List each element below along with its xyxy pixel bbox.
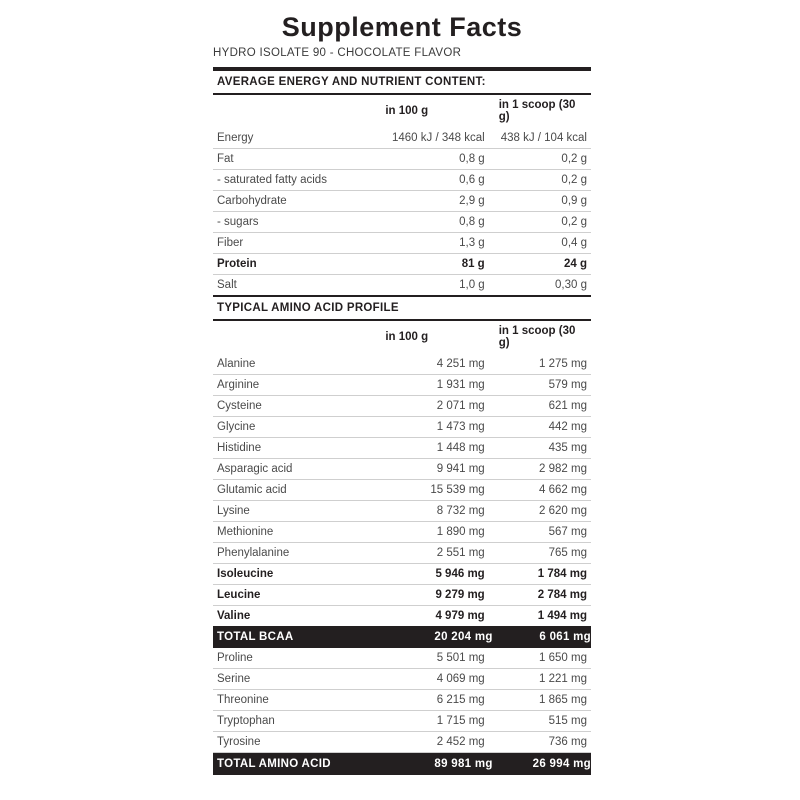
table-row — [213, 543, 591, 564]
row-col2: 4 662 mg — [493, 480, 591, 501]
row-col1: 1 448 mg — [379, 438, 492, 459]
table-row — [213, 648, 591, 669]
row-label: Energy — [213, 128, 379, 149]
row-col1: 2 071 mg — [379, 396, 492, 417]
row-col1: 1 715 mg — [379, 711, 492, 732]
row-label: Histidine — [213, 438, 379, 459]
row-col1: 2,9 g — [379, 191, 492, 212]
row-col2: 0,2 g — [493, 212, 591, 233]
row-col2: 0,4 g — [493, 233, 591, 254]
row-col2: 0,2 g — [493, 149, 591, 170]
table-row — [213, 711, 591, 732]
table-row — [213, 459, 591, 480]
row-label: Glutamic acid — [213, 480, 379, 501]
row-label: Threonine — [213, 690, 379, 711]
row-label: Isoleucine — [213, 564, 379, 585]
table-row — [213, 585, 591, 606]
row-label: Fiber — [213, 233, 379, 254]
amino-section-heading: TYPICAL AMINO ACID PROFILE — [213, 295, 591, 321]
row-col2: 0,30 g — [555, 279, 587, 291]
row-col1: 9 279 mg — [379, 585, 492, 606]
row-label: Lysine — [213, 501, 379, 522]
total-bcaa-label: TOTAL BCAA — [217, 631, 294, 643]
table-row — [213, 438, 591, 459]
energy-header-col2: in 1 scoop (30 g) — [498, 99, 576, 123]
row-col1: 0,6 g — [379, 170, 492, 191]
table-row — [213, 606, 591, 627]
row-col1: 0,8 g — [379, 212, 492, 233]
row-label: Protein — [213, 254, 379, 275]
row-col1: 1 890 mg — [379, 522, 492, 543]
row-col1: 2 551 mg — [379, 543, 492, 564]
table-row — [213, 275, 591, 296]
row-label: - saturated fatty acids — [213, 170, 379, 191]
table-row — [213, 417, 591, 438]
row-col2: 24 g — [493, 254, 591, 275]
energy-table — [213, 95, 591, 295]
row-col1: 1 473 mg — [379, 417, 492, 438]
row-label: Serine — [213, 669, 379, 690]
amino-table — [213, 321, 591, 775]
table-row — [213, 690, 591, 711]
total-amino-col2: 26 994 mg — [532, 758, 591, 770]
row-col2: 515 mg — [493, 711, 591, 732]
row-label: Carbohydrate — [213, 191, 379, 212]
row-label: Arginine — [213, 375, 379, 396]
row-col1: 4 251 mg — [379, 354, 492, 375]
page-title: Supplement Facts — [281, 12, 523, 42]
table-row — [213, 212, 591, 233]
row-label: Tryptophan — [213, 711, 379, 732]
row-col2: 579 mg — [493, 375, 591, 396]
energy-section-heading: AVERAGE ENERGY AND NUTRIENT CONTENT: — [217, 76, 486, 88]
row-col2: 1 784 mg — [493, 564, 591, 585]
product-subtitle: HYDRO ISOLATE 90 - CHOCOLATE FLAVOR — [213, 47, 462, 59]
table-row — [213, 480, 591, 501]
amino-header-col2: in 1 scoop (30 g) — [498, 325, 576, 349]
row-col1: 1 931 mg — [379, 375, 492, 396]
row-col1: 1,0 g — [459, 279, 485, 291]
table-row — [213, 732, 591, 753]
row-col1: 8 732 mg — [379, 501, 492, 522]
row-col2: 567 mg — [493, 522, 591, 543]
supplement-facts-panel — [213, 0, 591, 775]
row-col2: 0,2 g — [493, 170, 591, 191]
row-col1: 0,8 g — [379, 149, 492, 170]
row-col2: 2 982 mg — [493, 459, 591, 480]
table-row — [213, 354, 591, 375]
row-col2: 2 620 mg — [493, 501, 591, 522]
table-row — [213, 254, 591, 275]
row-col2: 1 865 mg — [493, 690, 591, 711]
table-row — [213, 396, 591, 417]
row-col2: 435 mg — [493, 438, 591, 459]
row-col1: 6 215 mg — [379, 690, 492, 711]
row-label: Phenylalanine — [213, 543, 379, 564]
row-col2: 765 mg — [493, 543, 591, 564]
row-label: Methionine — [213, 522, 379, 543]
row-label: Alanine — [213, 354, 379, 375]
energy-header-label — [213, 95, 379, 128]
total-bcaa-row — [213, 626, 591, 648]
row-col2: 621 mg — [493, 396, 591, 417]
row-col2: 1 494 mg — [537, 610, 587, 622]
row-col1: 2 452 mg — [379, 732, 492, 753]
row-col1: 15 539 mg — [379, 480, 492, 501]
row-col1: 5 501 mg — [379, 648, 492, 669]
table-row — [213, 149, 591, 170]
row-col1: 81 g — [379, 254, 492, 275]
row-col2: 442 mg — [493, 417, 591, 438]
row-label: - sugars — [213, 212, 379, 233]
table-row — [213, 170, 591, 191]
energy-header-col1: in 100 g — [385, 105, 429, 117]
row-label: Tyrosine — [213, 732, 379, 753]
table-row — [213, 564, 591, 585]
amino-header-col1: in 100 g — [385, 331, 429, 343]
amino-header-label — [213, 321, 379, 354]
row-col2: 2 784 mg — [493, 585, 591, 606]
energy-table-header-row — [213, 95, 591, 128]
table-row — [213, 233, 591, 254]
row-label: Asparagic acid — [213, 459, 379, 480]
row-label: Proline — [213, 648, 379, 669]
row-col2: 438 kJ / 104 kcal — [493, 128, 591, 149]
table-row — [213, 128, 591, 149]
total-bcaa-col2: 6 061 mg — [539, 631, 591, 643]
row-col2: 1 221 mg — [493, 669, 591, 690]
row-col2: 0,9 g — [493, 191, 591, 212]
table-row — [213, 501, 591, 522]
row-label: Fat — [213, 149, 379, 170]
table-row — [213, 375, 591, 396]
total-amino-label: TOTAL AMINO ACID — [217, 758, 331, 770]
row-col1: 4 979 mg — [435, 610, 485, 622]
total-bcaa-col1: 20 204 mg — [434, 631, 493, 643]
row-col1: 1,3 g — [379, 233, 492, 254]
amino-table-header-row — [213, 321, 591, 354]
total-amino-acid-row — [213, 753, 591, 776]
row-col1: 1460 kJ / 348 kcal — [379, 128, 492, 149]
row-col1: 4 069 mg — [379, 669, 492, 690]
row-col2: 1 650 mg — [493, 648, 591, 669]
row-col1: 9 941 mg — [379, 459, 492, 480]
row-label: Valine — [217, 610, 251, 622]
table-row — [213, 522, 591, 543]
total-amino-col1: 89 981 mg — [434, 758, 493, 770]
amino-table-body — [213, 321, 591, 775]
energy-table-body — [213, 95, 591, 295]
row-label: Glycine — [213, 417, 379, 438]
row-col2: 1 275 mg — [493, 354, 591, 375]
row-label: Cysteine — [213, 396, 379, 417]
row-col1: 5 946 mg — [379, 564, 492, 585]
row-label: Salt — [217, 279, 237, 291]
table-row — [213, 669, 591, 690]
table-row — [213, 191, 591, 212]
row-label: Leucine — [213, 585, 379, 606]
row-col2: 736 mg — [493, 732, 591, 753]
